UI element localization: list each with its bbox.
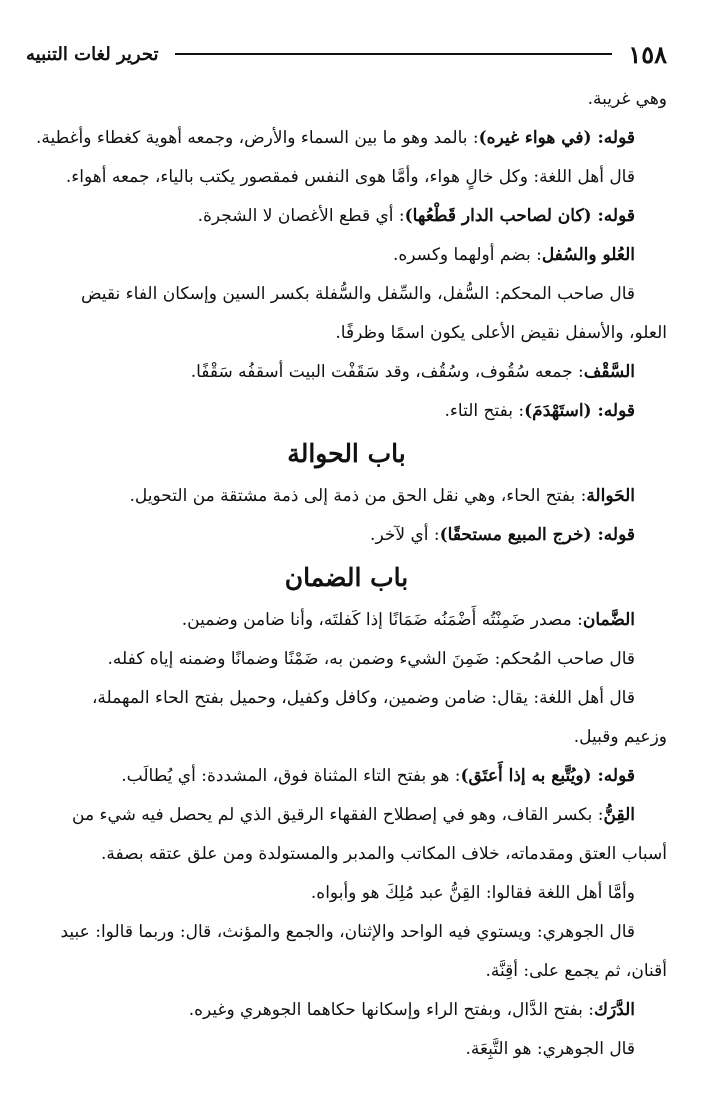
header-rule (175, 53, 613, 55)
term: قوله: (كان لصاحب الدار قَطْعُها) (404, 206, 635, 226)
text-line: وأمَّا أهل اللغة فقالوا: القِنُّ عبد مُلِكَ هو وأبواه. (310, 883, 635, 903)
text-line: قال الجوهري: ويستوي فيه الواحد والإثنان، والجمع والمؤنث، قال: وربما قالوا: عبيد (60, 922, 635, 942)
text-line: أسباب العتق ومقدماته، خلاف المكاتب والمدبر والمستولدة ومن علق عتقه بصفة. (101, 844, 667, 864)
text-line: قوله: (في هواء غيره): بالمد وهو ما بين السماء والأرض، وجمعه أهوية كغطاء وأغطية. (36, 128, 635, 148)
text-line: العلو، والأسفل نقيض الأعلى يكون اسمًا وظرفًا. (335, 323, 667, 343)
term: الحَوالة (586, 486, 635, 506)
term: قوله: (استَهْدَمَ) (524, 401, 635, 421)
term: العُلو والسُفل (541, 245, 635, 265)
text-line: الحَوالة: بفتح الحاء، وهي نقل الحق من ذمة إلى ذمة مشتقة من التحويل. (129, 486, 635, 506)
text-line: الضَّمان: مصدر ضَمِنْتُه أَضْمَنُه ضَمَانًا إذا كَفلتَه، وأنا ضامن وضمين. (181, 610, 635, 630)
term: قوله: (في هواء غيره) (478, 128, 635, 148)
text-line: قوله: (كان لصاحب الدار قَطْعُها): أي قطع الأغصان لا الشجرة. (197, 206, 635, 226)
text-line: قوله: (ويُتَّبع به إذا أَعتَق): هو بفتح التاء المثناة فوق، المشددة: أي يُطالَب. (121, 766, 635, 786)
text-line: قوله: (خرج المبيع مستحقًا): أي لآخر. (370, 525, 635, 545)
text-line: وهي غريبة. (587, 89, 667, 109)
term: السَّقْف (583, 362, 635, 382)
text-line: القِنُّ: بكسر القاف، وهو في إصطلاح الفقهاء الرقيق الذي لم يحصل فيه شيء من (72, 805, 635, 825)
page-header (26, 36, 667, 72)
term: الضَّمان (582, 610, 635, 630)
term: القِنُّ (603, 805, 635, 825)
text-line: قوله: (استَهْدَمَ): بفتح التاء. (444, 401, 635, 421)
book-title: تحرير لغات التنبيه (26, 43, 159, 65)
text-line: السَّقْف: جمعه سُقُوف، وسُقُف، وقد سَقَفْت البيت أسقفُه سَقْفًا. (190, 362, 635, 382)
section-heading: باب الضمان (284, 563, 409, 592)
page-number: ١٥٨ (628, 39, 667, 69)
text-line: قال صاحب المُحكم: ضَمِنَ الشيء وضمن به، ضَمْنًا وضمانًا وضمنه إياه كفله. (107, 649, 635, 669)
section-heading: باب الحوالة (287, 439, 406, 468)
text-line: العُلو والسُفل: بضم أولهما وكسره. (392, 245, 635, 265)
term: الدَّرَك (593, 1000, 635, 1020)
page-body (26, 80, 667, 1069)
text-line: قال أهل اللغة: يقال: ضامن وضمين، وكافل وكفيل، وحميل بفتح الحاء المهملة، (91, 688, 635, 708)
term: قوله: (ويُتَّبع به إذا أَعتَق) (460, 766, 635, 786)
text-line: الدَّرَك: بفتح الدَّال، وبفتح الراء وإسكانها حكاهما الجوهري وغيره. (188, 1000, 635, 1020)
text-line: قال أهل اللغة: وكل خالٍ هواء، وأمَّا هوى النفس فمقصور يكتب بالياء، جمعه أهواء. (65, 167, 635, 187)
text-line: أقنان، ثم يجمع على: أقِنَّة. (485, 961, 667, 981)
text-line: وزعيم وقبيل. (573, 727, 667, 747)
term: قوله: (خرج المبيع مستحقًا) (439, 525, 635, 545)
text-line: قال الجوهري: هو التَّبِعَة. (465, 1039, 635, 1059)
text-line: قال صاحب المحكم: السُّفل، والسِّفل والسُّفلة بكسر السين وإسكان الفاء نقيض (80, 284, 635, 304)
